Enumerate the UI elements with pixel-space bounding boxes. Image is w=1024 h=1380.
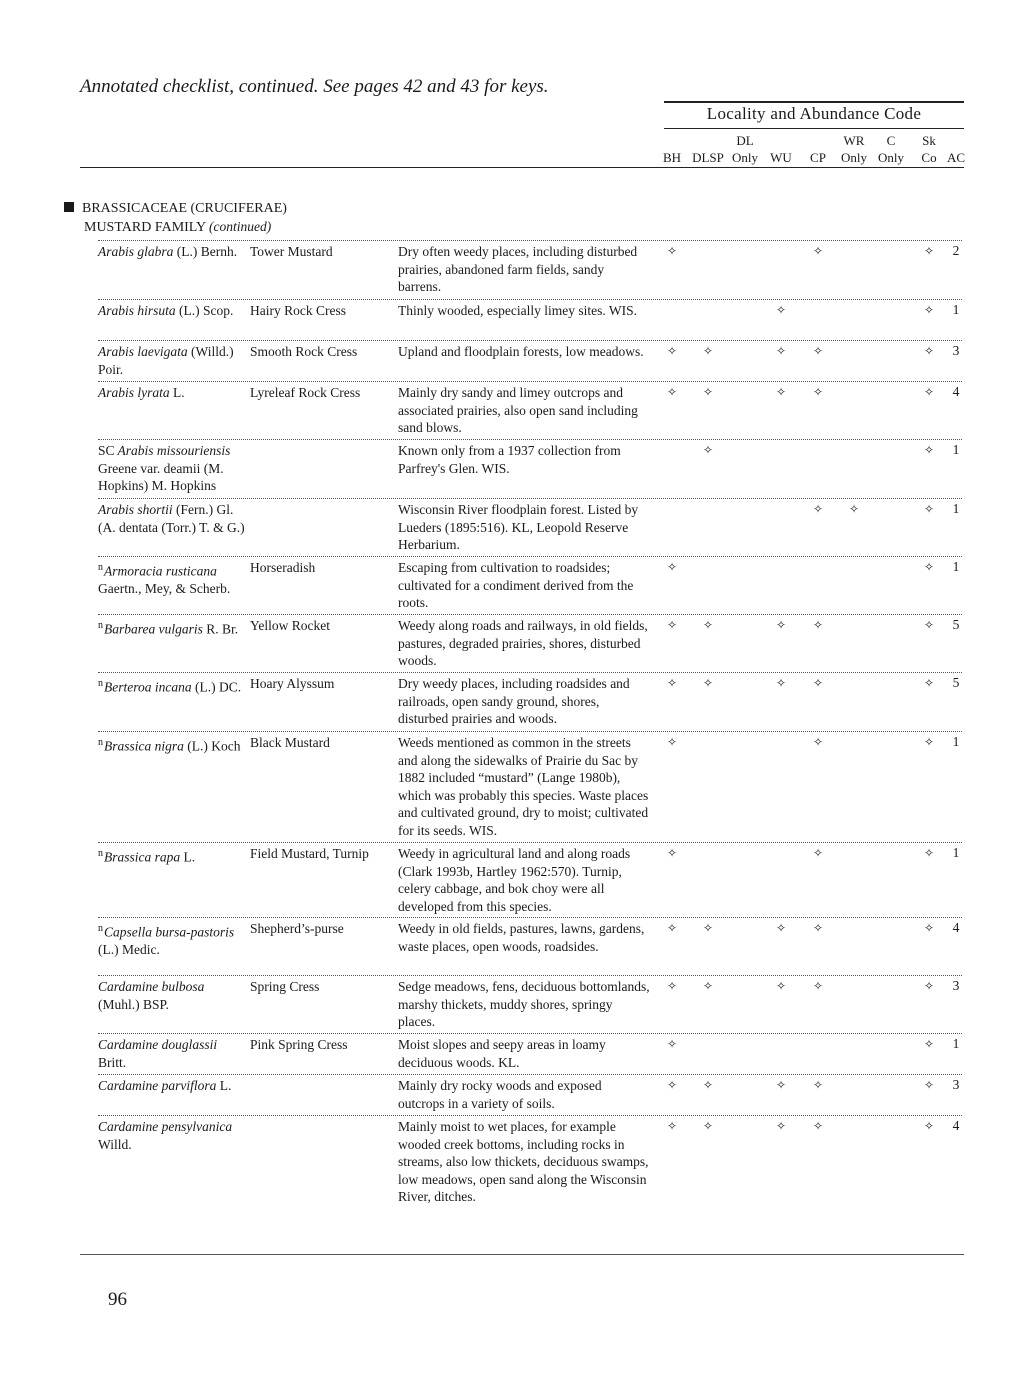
habitat-description: Thinly wooded, especially limey sites. WIS. xyxy=(398,303,637,318)
locality-marker-icon: ✧ xyxy=(666,385,678,399)
abundance-code: 1 xyxy=(952,559,960,574)
habitat-description: Upland and floodplain forests, low meadows. xyxy=(398,344,644,359)
authority: L. xyxy=(180,849,196,865)
column-header-top: Sk xyxy=(922,133,936,148)
habitat-description: Wisconsin River floodplain forest. Listed by Lueders (1895:516). KL, Leopold Reserve Herbarium. xyxy=(398,502,639,552)
habitat-description: Dry weedy places, including roadsides and railroads, open sandy ground, shores, disturbed prairies and woods. xyxy=(398,676,630,726)
locality-marker-icon: ✧ xyxy=(702,618,714,632)
locality-marker-icon: ✧ xyxy=(812,979,824,993)
column-header-bottom: Co xyxy=(921,150,937,165)
locality-marker-icon: ✧ xyxy=(775,979,787,993)
locality-marker-icon: ✧ xyxy=(923,618,935,632)
habitat-description: Known only from a 1937 collection from Parfrey's Glen. WIS. xyxy=(398,443,621,476)
locality-marker-icon: ✧ xyxy=(923,502,935,516)
abundance-code: 1 xyxy=(952,845,960,860)
scientific-name xyxy=(98,845,246,866)
locality-marker-icon: ✧ xyxy=(666,979,678,993)
authority: Willd. xyxy=(98,1136,132,1152)
abundance-code: 1 xyxy=(952,501,960,516)
scientific-name xyxy=(98,920,246,959)
locality-marker-icon: ✧ xyxy=(702,1078,714,1092)
header-title: Annotated checklist, continued. xyxy=(80,76,319,97)
scientific-name xyxy=(98,675,246,696)
locality-marker-icon: ✧ xyxy=(666,560,678,574)
scientific-name xyxy=(98,617,246,638)
abundance-code: 5 xyxy=(952,675,960,690)
row-separator xyxy=(98,1115,962,1116)
common-name: Tower Mustard xyxy=(250,244,333,259)
row-separator xyxy=(98,842,962,843)
locality-marker-icon: ✧ xyxy=(923,676,935,690)
locality-marker-icon: ✧ xyxy=(812,385,824,399)
habitat-description: Mainly dry rocky woods and exposed outcrops in a variety of soils. xyxy=(398,1078,602,1111)
locality-marker-icon: ✧ xyxy=(923,921,935,935)
row-separator xyxy=(98,672,962,673)
habitat-description: Moist slopes and seepy areas in loamy deciduous woods. KL. xyxy=(398,1037,606,1070)
locality-marker-icon: ✧ xyxy=(775,385,787,399)
locality-title: Locality and Abundance Code xyxy=(706,104,922,123)
species-name: Capsella bursa-pastoris xyxy=(104,924,235,940)
naturalized-marker: n xyxy=(98,562,103,573)
authority: Gaertn., Mey, & Scherb. xyxy=(98,581,231,596)
scientific-name xyxy=(98,501,246,536)
authority: R. Br. xyxy=(202,621,239,637)
locality-marker-icon: ✧ xyxy=(812,846,824,860)
locality-marker-icon: ✧ xyxy=(702,385,714,399)
row-separator xyxy=(98,498,962,499)
abundance-code: 1 xyxy=(952,302,960,317)
common-name: Black Mustard xyxy=(250,735,330,750)
locality-marker-icon: ✧ xyxy=(812,502,824,516)
common-name: Hairy Rock Cress xyxy=(250,303,346,318)
habitat-description: Escaping from cultivation to roadsides; cultivated for a condiment derived from the roots. xyxy=(398,560,634,610)
locality-marker-icon: ✧ xyxy=(666,1119,678,1133)
locality-marker-icon: ✧ xyxy=(923,979,935,993)
naturalized-marker: n xyxy=(98,848,103,859)
family-heading xyxy=(64,201,287,217)
locality-marker-icon: ✧ xyxy=(775,1078,787,1092)
species-name: Cardamine pensylvanica xyxy=(98,1119,233,1134)
locality-marker-icon: ✧ xyxy=(702,1119,714,1133)
page-header xyxy=(80,76,549,98)
locality-top-rule xyxy=(664,101,964,103)
locality-marker-icon: ✧ xyxy=(923,344,935,358)
row-separator xyxy=(98,1033,962,1034)
column-header-top: WR xyxy=(843,133,865,148)
habitat-description: Weedy in agricultural land and along roads (Clark 1993b, Hartley 1962:570). Turnip, celery cabbage, and bok choy were all developed from this species. xyxy=(398,846,631,914)
habitat-description: Weeds mentioned as common in the streets and along the sidewalks of Prairie du Sac by 1882 included “mustard” (Lange 1980b), which was probably this species. Waste places and cultivated ground, dry to moist; cultivated for its seeds. WIS. xyxy=(398,735,649,838)
column-header-top: DL xyxy=(736,133,754,148)
row-separator xyxy=(98,299,962,300)
common-name: Pink Spring Cress xyxy=(250,1037,348,1052)
locality-marker-icon: ✧ xyxy=(923,560,935,574)
species-name: Armoracia rusticana xyxy=(104,563,217,579)
abundance-code: 1 xyxy=(952,1036,960,1051)
locality-marker-icon: ✧ xyxy=(666,618,678,632)
row-separator xyxy=(98,917,962,918)
scientific-name xyxy=(98,343,246,378)
scientific-name xyxy=(98,734,246,755)
species-name: Berteroa incana xyxy=(104,679,192,695)
habitat-description: Mainly moist to wet places, for example wooded creek bottoms, including rocks in streams, also low thickets, deciduous swamps, low meadows, open sand along the Wisconsin River, ditches. xyxy=(398,1119,649,1204)
common-name: Hoary Alyssum xyxy=(250,676,335,691)
column-header-bottom: CP xyxy=(810,150,826,165)
locality-marker-icon: ✧ xyxy=(702,344,714,358)
common-name: Lyreleaf Rock Cress xyxy=(250,385,361,400)
locality-marker-icon: ✧ xyxy=(812,735,824,749)
authority: (Willd.) Poir. xyxy=(98,344,234,377)
column-header-bottom: Only xyxy=(732,150,758,165)
common-name: Field Mustard, Turnip xyxy=(250,846,369,861)
column-header-bottom: BH xyxy=(662,150,682,165)
row-separator xyxy=(98,975,962,976)
locality-marker-icon: ✧ xyxy=(666,676,678,690)
abundance-code: 1 xyxy=(952,734,960,749)
locality-marker-icon: ✧ xyxy=(923,1078,935,1092)
scientific-name xyxy=(98,559,246,598)
common-name: Yellow Rocket xyxy=(250,618,331,633)
authority: L. xyxy=(216,1078,232,1093)
naturalized-marker: n xyxy=(98,923,103,934)
locality-marker-icon: ✧ xyxy=(775,921,787,935)
abundance-code: 1 xyxy=(952,442,960,457)
locality-marker-icon: ✧ xyxy=(775,676,787,690)
family-common-heading xyxy=(84,219,271,236)
scientific-name xyxy=(98,1036,246,1071)
species-name: Cardamine parviflora xyxy=(98,1078,217,1093)
locality-marker-icon: ✧ xyxy=(702,979,714,993)
species-name: Barbarea vulgaris xyxy=(104,621,203,637)
species-name: Arabis missouriensis xyxy=(117,443,231,458)
column-header-bottom: Only xyxy=(878,150,904,165)
scientific-name xyxy=(98,1077,246,1095)
locality-marker-icon: ✧ xyxy=(812,676,824,690)
authority: (Fern.) Gl. (A. dentata (Torr.) T. & G.) xyxy=(98,502,245,535)
page-number: 96 xyxy=(108,1289,127,1310)
scientific-name xyxy=(98,978,246,1013)
species-name: Cardamine douglassii xyxy=(98,1037,218,1052)
locality-marker-icon: ✧ xyxy=(812,1119,824,1133)
abundance-code: 3 xyxy=(952,343,960,358)
locality-marker-icon: ✧ xyxy=(812,344,824,358)
abundance-code: 4 xyxy=(952,920,960,935)
scientific-name xyxy=(98,442,246,495)
locality-marker-icon: ✧ xyxy=(848,502,860,516)
authority: (L.) DC. xyxy=(191,679,242,695)
table-header-rule xyxy=(80,167,964,168)
family-common-note: (continued) xyxy=(209,219,272,234)
column-header-top: C xyxy=(886,133,896,148)
column-header-bottom: WU xyxy=(770,150,792,165)
locality-marker-icon: ✧ xyxy=(923,1119,935,1133)
common-name: Shepherd’s-purse xyxy=(250,921,344,936)
habitat-description: Weedy along roads and railways, in old fields, pastures, degraded prairies, shores, disturbed woods. xyxy=(398,618,648,668)
authority: (Muhl.) BSP. xyxy=(98,996,169,1012)
authority: Greene var. deamii (M. Hopkins) M. Hopkins xyxy=(98,460,224,493)
locality-marker-icon: ✧ xyxy=(775,618,787,632)
row-separator xyxy=(98,1074,962,1075)
scientific-name xyxy=(98,243,246,261)
abundance-code: 4 xyxy=(952,1118,960,1133)
habitat-description: Weedy in old fields, pastures, lawns, gardens, waste places, open woods, roadsides. xyxy=(398,921,645,954)
locality-marker-icon: ✧ xyxy=(923,846,935,860)
species-name: Cardamine bulbosa xyxy=(98,979,205,994)
locality-marker-icon: ✧ xyxy=(775,344,787,358)
locality-marker-icon: ✧ xyxy=(666,1037,678,1051)
naturalized-marker: n xyxy=(98,737,103,748)
locality-marker-icon: ✧ xyxy=(775,303,787,317)
column-header-top xyxy=(934,132,978,149)
row-separator xyxy=(98,614,962,615)
header-note: See pages 42 and 43 for keys. xyxy=(323,76,549,97)
column-header-bottom: Only xyxy=(841,150,867,165)
locality-marker-icon: ✧ xyxy=(666,846,678,860)
locality-marker-icon: ✧ xyxy=(812,618,824,632)
locality-marker-icon: ✧ xyxy=(923,244,935,258)
column-header-bottom: DLSP xyxy=(692,150,724,165)
common-name: Smooth Rock Cress xyxy=(250,344,358,359)
family-common: MUSTARD FAMILY xyxy=(84,220,206,235)
species-name: Brassica rapa xyxy=(104,849,181,865)
locality-marker-icon: ✧ xyxy=(666,735,678,749)
abundance-code: 5 xyxy=(952,617,960,632)
species-name: Arabis glabra xyxy=(98,244,174,259)
authority: (L.) Koch xyxy=(183,738,241,754)
abundance-code: 3 xyxy=(952,1077,960,1092)
row-separator xyxy=(98,439,962,440)
row-separator xyxy=(98,240,962,241)
locality-marker-icon: ✧ xyxy=(812,921,824,935)
species-name: Arabis laevigata xyxy=(98,344,188,359)
row-separator xyxy=(98,381,962,382)
abundance-code: 4 xyxy=(952,384,960,399)
common-name: Horseradish xyxy=(250,560,316,575)
scientific-name xyxy=(98,1118,246,1153)
scientific-name xyxy=(98,384,246,402)
locality-marker-icon: ✧ xyxy=(812,244,824,258)
locality-marker-icon: ✧ xyxy=(702,443,714,457)
species-name: Arabis shortii xyxy=(98,502,173,517)
habitat-description: Dry often weedy places, including disturbed prairies, abandoned farm fields, sandy barrens. xyxy=(398,244,638,294)
locality-marker-icon: ✧ xyxy=(666,921,678,935)
naturalized-marker: n xyxy=(98,620,103,631)
locality-marker-icon: ✧ xyxy=(923,303,935,317)
bullet-square-icon xyxy=(64,202,74,212)
authority: (L.) Medic. xyxy=(98,942,160,957)
row-separator xyxy=(98,556,962,557)
abundance-code: 3 xyxy=(952,978,960,993)
authority: L. xyxy=(169,385,185,400)
locality-column-header xyxy=(934,132,978,166)
locality-marker-icon: ✧ xyxy=(702,676,714,690)
abundance-code: 2 xyxy=(952,243,960,258)
locality-sub-rule xyxy=(664,128,964,129)
locality-marker-icon: ✧ xyxy=(923,385,935,399)
habitat-description: Mainly dry sandy and limey outcrops and associated prairies, also open sand including sand blows. xyxy=(398,385,638,435)
species-name: Arabis lyrata xyxy=(98,385,170,400)
species-name: Brassica nigra xyxy=(104,738,184,754)
locality-marker-icon: ✧ xyxy=(666,244,678,258)
species-name: Arabis hirsuta xyxy=(98,303,176,318)
locality-marker-icon: ✧ xyxy=(775,1119,787,1133)
footer-rule xyxy=(80,1254,964,1255)
row-separator xyxy=(98,731,962,732)
common-name: Spring Cress xyxy=(250,979,320,994)
column-header-bottom: AC xyxy=(946,150,966,165)
naturalized-marker: n xyxy=(98,678,103,689)
locality-marker-icon: ✧ xyxy=(923,1037,935,1051)
status-code: SC xyxy=(98,443,115,458)
locality-marker-icon: ✧ xyxy=(923,443,935,457)
row-separator xyxy=(98,340,962,341)
locality-marker-icon: ✧ xyxy=(702,921,714,935)
authority: Britt. xyxy=(98,1054,127,1070)
authority: (L.) Scop. xyxy=(175,303,234,318)
family-name: BRASSICACEAE (CRUCIFERAE) xyxy=(82,201,287,216)
scientific-name xyxy=(98,302,246,320)
authority: (L.) Bernh. xyxy=(173,244,238,259)
locality-marker-icon: ✧ xyxy=(666,344,678,358)
locality-marker-icon: ✧ xyxy=(812,1078,824,1092)
habitat-description: Sedge meadows, fens, deciduous bottomlands, marshy thickets, muddy shores, springy places. xyxy=(398,979,650,1029)
locality-marker-icon: ✧ xyxy=(923,735,935,749)
locality-marker-icon: ✧ xyxy=(666,1078,678,1092)
